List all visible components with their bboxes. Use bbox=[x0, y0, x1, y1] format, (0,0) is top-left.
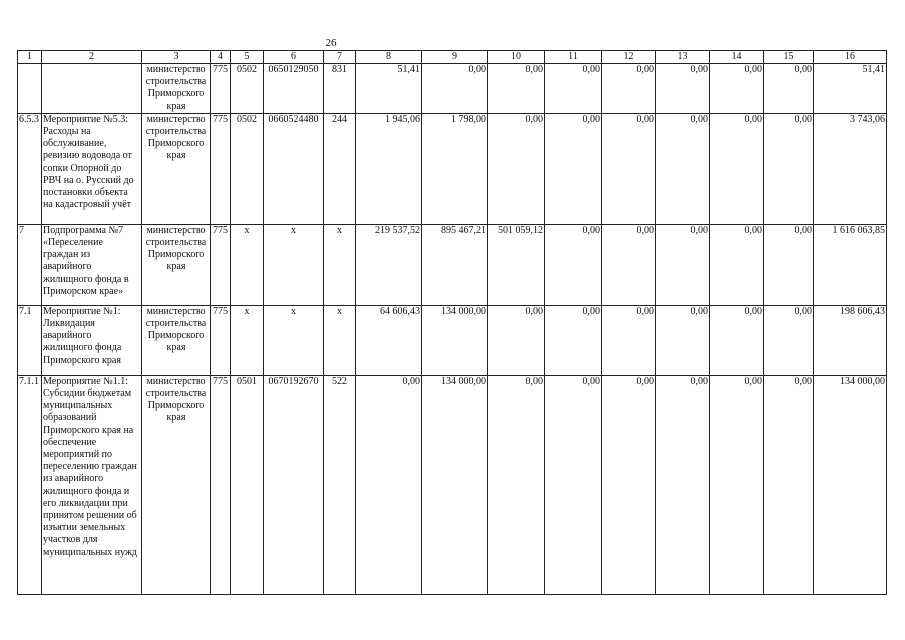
expense-type-code: 522 bbox=[324, 375, 356, 594]
responsible-body: министерство строительства Приморского края bbox=[142, 113, 211, 224]
row-number: 7.1.1 bbox=[18, 375, 42, 594]
amount-cell: 0,00 bbox=[656, 113, 710, 224]
responsible-body: министерство строительства Приморского края bbox=[142, 305, 211, 375]
amount-cell: 0,00 bbox=[545, 113, 602, 224]
amount-cell: 0,00 bbox=[764, 305, 814, 375]
section-code: 0502 bbox=[231, 113, 264, 224]
column-header: 2 bbox=[42, 51, 142, 64]
column-header: 12 bbox=[602, 51, 656, 64]
amount-cell: 0,00 bbox=[545, 305, 602, 375]
amount-cell: 51,41 bbox=[356, 64, 422, 114]
column-header: 5 bbox=[231, 51, 264, 64]
amount-cell: 0,00 bbox=[764, 224, 814, 305]
column-header: 6 bbox=[264, 51, 324, 64]
expense-type-code: x bbox=[324, 224, 356, 305]
amount-cell: 0,00 bbox=[764, 375, 814, 594]
amount-cell: 895 467,21 bbox=[422, 224, 488, 305]
amount-cell: 0,00 bbox=[545, 375, 602, 594]
section-code: x bbox=[231, 224, 264, 305]
amount-cell: 0,00 bbox=[602, 375, 656, 594]
target-article-code: 0650129050 bbox=[264, 64, 324, 114]
column-header: 4 bbox=[211, 51, 231, 64]
section-code: x bbox=[231, 305, 264, 375]
column-header: 3 bbox=[142, 51, 211, 64]
amount-cell: 0,00 bbox=[488, 375, 545, 594]
target-article-code: x bbox=[264, 305, 324, 375]
amount-cell: 1 798,00 bbox=[422, 113, 488, 224]
amount-cell: 0,00 bbox=[356, 375, 422, 594]
ministry-code: 775 bbox=[211, 64, 231, 114]
table-row bbox=[18, 305, 887, 375]
table-header-row bbox=[18, 51, 887, 64]
section-code: 0501 bbox=[231, 375, 264, 594]
total-cell: 134 000,00 bbox=[814, 375, 887, 594]
responsible-body: министерство строительства Приморского края bbox=[142, 224, 211, 305]
column-header: 9 bbox=[422, 51, 488, 64]
budget-table bbox=[17, 50, 887, 595]
amount-cell: 219 537,52 bbox=[356, 224, 422, 305]
expense-type-code: 831 bbox=[324, 64, 356, 114]
amount-cell: 0,00 bbox=[602, 113, 656, 224]
total-cell: 198 606,43 bbox=[814, 305, 887, 375]
amount-cell: 0,00 bbox=[710, 113, 764, 224]
column-header: 16 bbox=[814, 51, 887, 64]
responsible-body: министерство строительства Приморского края bbox=[142, 375, 211, 594]
target-article-code: 0660524480 bbox=[264, 113, 324, 224]
amount-cell: 0,00 bbox=[602, 64, 656, 114]
ministry-code: 775 bbox=[211, 375, 231, 594]
section-code: 0502 bbox=[231, 64, 264, 114]
ministry-code: 775 bbox=[211, 224, 231, 305]
amount-cell: 0,00 bbox=[764, 64, 814, 114]
column-header: 10 bbox=[488, 51, 545, 64]
row-number bbox=[18, 64, 42, 114]
amount-cell: 501 059,12 bbox=[488, 224, 545, 305]
column-header: 11 bbox=[545, 51, 602, 64]
target-article-code: x bbox=[264, 224, 324, 305]
page-number: 26 bbox=[325, 37, 337, 49]
ministry-code: 775 bbox=[211, 305, 231, 375]
expense-type-code: 244 bbox=[324, 113, 356, 224]
column-header: 15 bbox=[764, 51, 814, 64]
amount-cell: 64 606,43 bbox=[356, 305, 422, 375]
total-cell: 3 743,06 bbox=[814, 113, 887, 224]
column-header: 7 bbox=[324, 51, 356, 64]
amount-cell: 0,00 bbox=[656, 375, 710, 594]
amount-cell: 1 945,06 bbox=[356, 113, 422, 224]
amount-cell: 0,00 bbox=[545, 64, 602, 114]
item-name: Мероприятие №5.3: Расходы на обслуживание, ревизию водовода от сопки Опорной до РВЧ на о. Русский до постановки объекта на кадастровый учёт bbox=[42, 113, 142, 224]
amount-cell: 0,00 bbox=[602, 305, 656, 375]
item-name bbox=[42, 64, 142, 114]
amount-cell: 0,00 bbox=[656, 64, 710, 114]
amount-cell: 0,00 bbox=[488, 305, 545, 375]
amount-cell: 0,00 bbox=[488, 113, 545, 224]
amount-cell: 0,00 bbox=[422, 64, 488, 114]
table-row bbox=[18, 64, 887, 114]
amount-cell: 0,00 bbox=[602, 224, 656, 305]
item-name: Мероприятие №1: Ликвидация аварийного жилищного фонда Приморского края bbox=[42, 305, 142, 375]
responsible-body: министерство строительства Приморского края bbox=[142, 64, 211, 114]
amount-cell: 134 000,00 bbox=[422, 305, 488, 375]
total-cell: 1 616 063,85 bbox=[814, 224, 887, 305]
amount-cell: 0,00 bbox=[545, 224, 602, 305]
column-header: 14 bbox=[710, 51, 764, 64]
column-header: 8 bbox=[356, 51, 422, 64]
expense-type-code: x bbox=[324, 305, 356, 375]
item-name: Подпрограмма №7 «Переселение граждан из аварийного жилищного фонда в Приморском крае» bbox=[42, 224, 142, 305]
row-number: 7 bbox=[18, 224, 42, 305]
amount-cell: 0,00 bbox=[764, 113, 814, 224]
amount-cell: 0,00 bbox=[488, 64, 545, 114]
item-name: Мероприятие №1.1: Субсидии бюджетам муниципальных образований Приморского края на обеспечение мероприятий по переселению граждан из аварийного жилищного фонда и его ликвидации при принятом решении об изъятии земельных участков для муниципальных нужд bbox=[42, 375, 142, 594]
total-cell: 51,41 bbox=[814, 64, 887, 114]
amount-cell: 134 000,00 bbox=[422, 375, 488, 594]
table-row bbox=[18, 224, 887, 305]
amount-cell: 0,00 bbox=[710, 305, 764, 375]
row-number: 7.1 bbox=[18, 305, 42, 375]
ministry-code: 775 bbox=[211, 113, 231, 224]
table-row bbox=[18, 113, 887, 224]
amount-cell: 0,00 bbox=[656, 305, 710, 375]
amount-cell: 0,00 bbox=[710, 375, 764, 594]
amount-cell: 0,00 bbox=[710, 64, 764, 114]
table-row bbox=[18, 375, 887, 594]
amount-cell: 0,00 bbox=[656, 224, 710, 305]
amount-cell: 0,00 bbox=[710, 224, 764, 305]
column-header: 1 bbox=[18, 51, 42, 64]
column-header: 13 bbox=[656, 51, 710, 64]
row-number: 6.5.3 bbox=[18, 113, 42, 224]
target-article-code: 0670192670 bbox=[264, 375, 324, 594]
